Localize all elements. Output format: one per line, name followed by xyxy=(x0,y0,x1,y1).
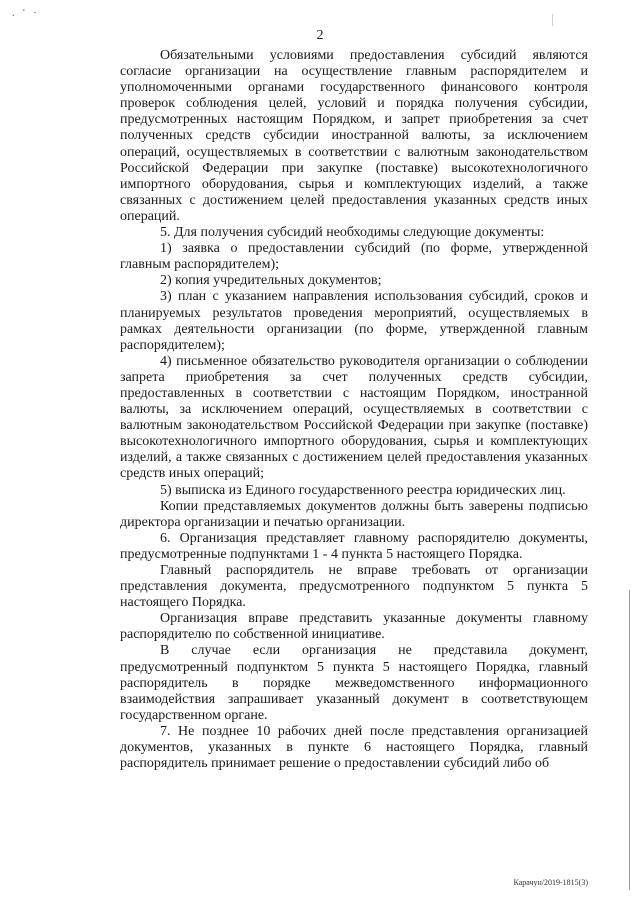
paragraph-subitem-5: 5) выписка из Единого государственного реестра юридических лиц. xyxy=(160,482,566,498)
paragraph-own-initiative: Организация вправе представить указанные документы главному распорядителю по собственной инициативе. xyxy=(120,611,588,643)
scan-artifact-edge-line xyxy=(629,590,630,890)
document-reference-code: Карачун/2019-1815(3) xyxy=(513,878,588,887)
paragraph-no-right-to-demand: Главный распорядитель не вправе требовать от организации представления документа, предусмотренного подпунктом 5 пункта 5 настоящего Порядка. xyxy=(120,563,588,611)
document-body xyxy=(120,48,588,772)
paragraph-subitem-1: 1) заявка о предоставлении субсидий (по форме, утвержденной главным распорядителем); xyxy=(120,241,588,273)
paragraph-interagency-request: В случае если организация не представила документ, предусмотренный подпунктом 5 пункта 5 настоящего Порядка, главный распорядитель в порядке межведомственного информационного взаимодействия запрашивает указанный документ в соответствующем государственном органе. xyxy=(120,643,588,723)
paragraph-item-7: 7. Не позднее 10 рабочих дней после представления организацией документов, указанных в пункте 6 настоящего Порядка, главный распорядитель принимает решение о предоставлении субсидий либо об xyxy=(120,723,588,772)
paragraph-subitem-2: 2) копия учредительных документов; xyxy=(160,273,382,289)
paragraph-item-5-heading: 5. Для получения субсидий необходимы следующие документы: xyxy=(160,225,545,241)
paragraph-conditions: Обязательными условиями предоставления субсидий являются согласие организации на осуществление главным распорядителем и уполномоченными органами государственного финансового контроля проверок соблюдения целей, условий и порядка получения субсидии, предусмотренных настоящим Порядком, и запрет приобретения за счет полученных средств субсидии иностранной валюты, за исключением операций, осуществляемых в соответствии с валютным законодательством Российской Федерации при закупке (поставке) высокотехнологичного импортного оборудования, сырья и комплектующих изделий, а также связанных с достижением целей предоставления указанных средств иных операций. xyxy=(120,48,588,224)
paragraph-subitem-3: 3) план с указанием направления использования субсидий, сроков и планируемых результатов проведения мероприятий, осуществляемых в рамках деятельности организации (по форме, утвержденной главным распорядителем); xyxy=(120,289,588,353)
scan-artifact-marks: . ' · xyxy=(12,8,40,19)
page-number: 2 xyxy=(316,28,324,43)
paragraph-item-6: 6. Организация представляет главному распорядителю документы, предусмотренные подпунктами 1 - 4 пункта 5 настоящего Порядка. xyxy=(120,530,588,562)
paragraph-copies-certified: Копии представляемых документов должны быть заверены подписью директора организации и печатью организации. xyxy=(120,498,588,530)
paragraph-subitem-4: 4) письменное обязательство руководителя организации о соблюдении запрета приобретения за счет полученных средств субсидии, предоставленных в соответствии с настоящим Порядком, иностранной валюты, за исключением операций, осуществляемых в соответствии с валютным законодательством Российской Федерации при закупке (поставке) высокотехнологичного импортного оборудования, сырья и комплектующих изделий, а также связанных с достижением целей предоставления указанных средств иных операций; xyxy=(120,353,588,482)
scan-artifact-tick xyxy=(552,14,553,26)
